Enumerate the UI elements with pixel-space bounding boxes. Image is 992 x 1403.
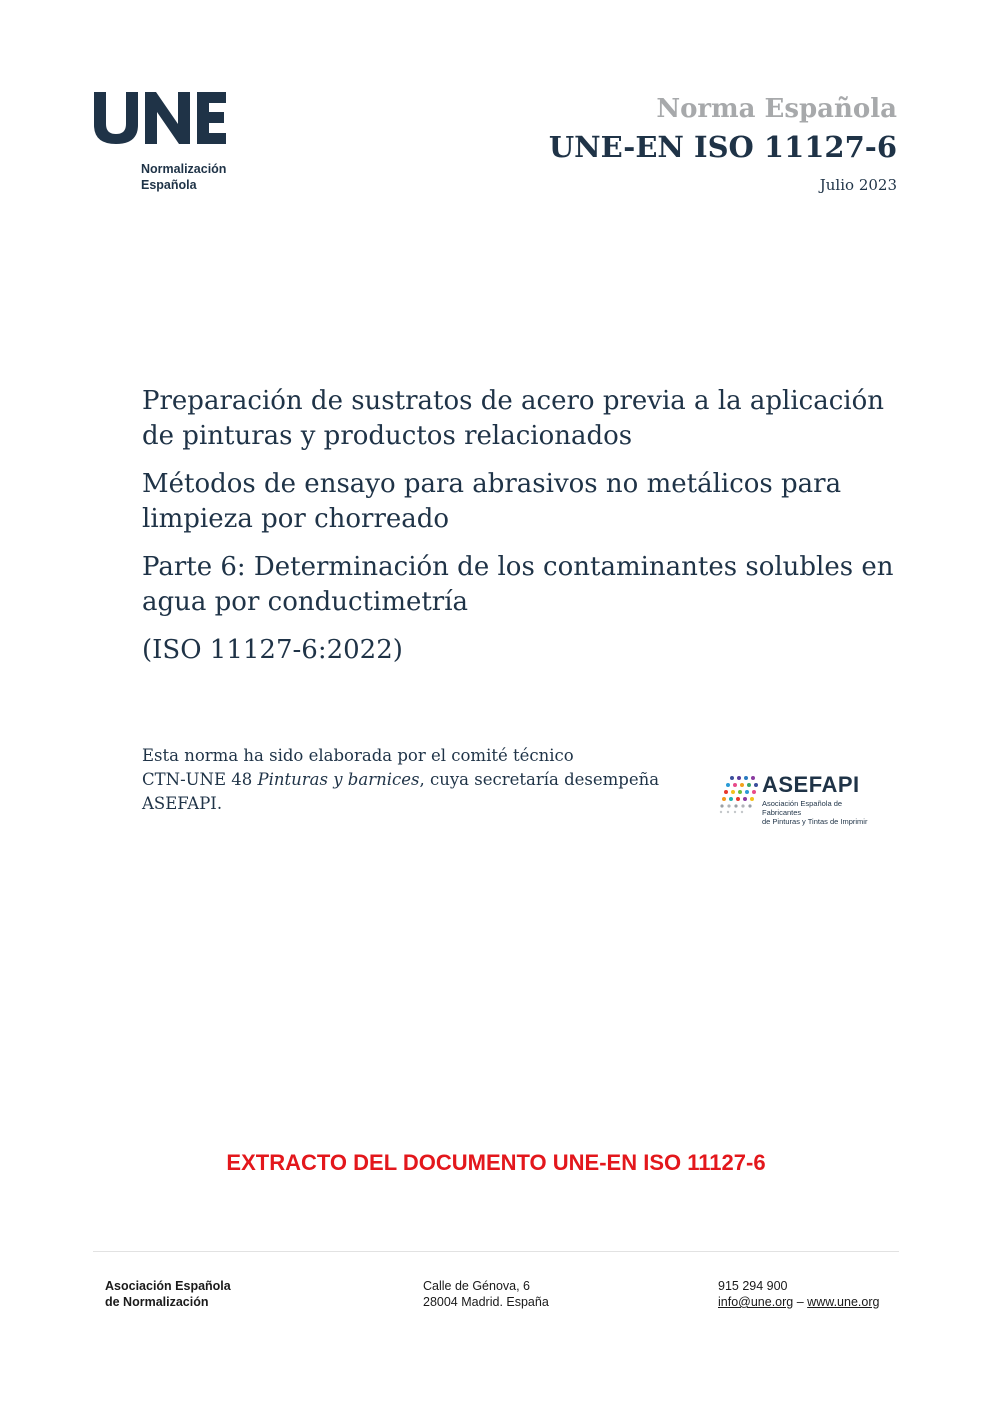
- footer-phone: 915 294 900: [718, 1279, 788, 1293]
- extract-notice: EXTRACTO DEL DOCUMENTO UNE-EN ISO 11127-6: [226, 1150, 766, 1175]
- asefapi-dot-grid: [720, 776, 758, 813]
- footer-address: [423, 1278, 549, 1310]
- committee-line-3: ASEFAPI.: [142, 794, 223, 813]
- title-line-4: (ISO 11127-6:2022): [142, 635, 403, 665]
- document-title: [142, 384, 912, 681]
- footer-org-line2: de Normalización: [105, 1295, 209, 1309]
- committee-line-1: Esta norma ha sido elaborada por el comité técnico: [142, 746, 574, 765]
- footer-address-line2: 28004 Madrid. España: [423, 1295, 549, 1309]
- committee-code: CTN-UNE 48: [142, 770, 253, 789]
- logo-subtitle-line1: Normalización: [141, 162, 227, 176]
- asefapi-subtitle-line2: de Pinturas y Tintas de Imprimir: [762, 817, 868, 826]
- committee-statement: [142, 744, 702, 816]
- footer-link-separator: –: [796, 1295, 804, 1309]
- une-logo-u-shape: [94, 92, 138, 144]
- asefapi-name: ASEFAPI: [762, 772, 860, 797]
- committee-suffix: , cuya secretaría desempeña: [419, 770, 660, 789]
- title-line-1: Preparación de sustratos de acero previa a la aplicación de pinturas y productos relacionados: [142, 386, 885, 451]
- une-logo-e-shape: [197, 92, 226, 144]
- footer-links: [718, 1294, 879, 1310]
- asefapi-subtitle: [762, 799, 872, 826]
- committee-line-2: [142, 768, 702, 792]
- footer-divider: [93, 1251, 899, 1252]
- footer-organization: [105, 1278, 231, 1310]
- document-code: UNE-EN ISO 11127-6: [548, 130, 897, 164]
- committee-name: Pinturas y barnices: [257, 770, 420, 789]
- document-kicker: Norma Española: [656, 94, 897, 124]
- footer-contact: [718, 1278, 879, 1310]
- title-line-2: Métodos de ensayo para abrasivos no metálicos para limpieza por chorreado: [142, 469, 842, 534]
- une-logo-n-shape: [145, 92, 190, 144]
- document-date: Julio 2023: [819, 176, 897, 194]
- asefapi-logo-dots-icon: [718, 772, 760, 816]
- footer-web-link[interactable]: www.une.org: [807, 1295, 880, 1309]
- title-line-3: Parte 6: Determinación de los contaminantes solubles en agua por conductimetría: [142, 552, 894, 617]
- footer-org-line1: Asociación Española: [105, 1279, 231, 1293]
- asefapi-subtitle-line1: Asociación Española de Fabricantes: [762, 799, 843, 817]
- logo-subtitle-line2: Española: [141, 178, 197, 192]
- footer-email-link[interactable]: info@une.org: [718, 1295, 794, 1309]
- footer-address-line1: Calle de Génova, 6: [423, 1279, 531, 1293]
